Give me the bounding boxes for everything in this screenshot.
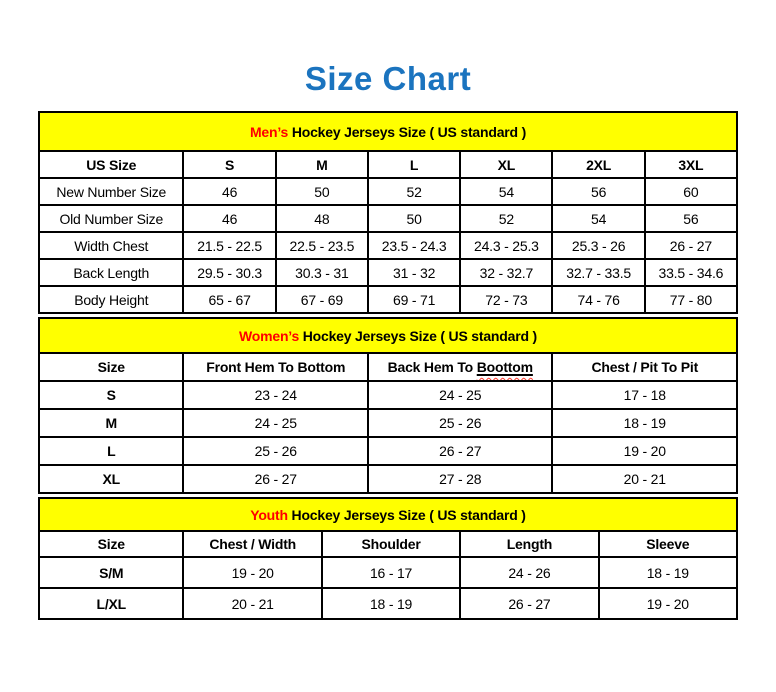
mens-value-cell: 32.7 - 33.5 — [552, 259, 644, 286]
mens-row-label: Back Length — [39, 259, 183, 286]
mens-value-cell: 56 — [645, 205, 737, 232]
womens-value-cell: 25 - 26 — [183, 437, 368, 465]
mens-value-cell: 77 - 80 — [645, 286, 737, 313]
womens-value-cell: 24 - 25 — [368, 381, 553, 409]
page-title: Size Chart — [304, 60, 472, 97]
youth-row-label: L/XL — [39, 588, 183, 619]
youth-value-cell: 19 - 20 — [183, 557, 321, 588]
mens-column-header: US Size — [39, 151, 183, 178]
mens-band-highlight: Men’s — [249, 123, 289, 140]
womens-value-cell: 20 - 21 — [552, 465, 737, 493]
mens-size-table — [38, 111, 738, 314]
womens-table-row — [39, 381, 737, 409]
mens-value-cell: 21.5 - 22.5 — [183, 232, 275, 259]
size-tables — [38, 111, 738, 620]
womens-value-cell: 26 - 27 — [183, 465, 368, 493]
youth-band-highlight: Youth — [250, 506, 288, 523]
mens-table-row — [39, 232, 737, 259]
mens-column-header: M — [276, 151, 368, 178]
womens-band-highlight: Women’s — [239, 327, 300, 344]
youth-column-header: Shoulder — [322, 531, 460, 557]
mens-column-header: XL — [460, 151, 552, 178]
womens-column-header: Chest / Pit To Pit — [552, 353, 737, 381]
womens-row-label: S — [39, 381, 183, 409]
youth-value-cell: 26 - 27 — [460, 588, 598, 619]
mens-value-cell: 46 — [183, 205, 275, 232]
womens-value-cell: 26 - 27 — [368, 437, 553, 465]
womens-table-row — [39, 465, 737, 493]
mens-value-cell: 25.3 - 26 — [552, 232, 644, 259]
mens-table-row — [39, 259, 737, 286]
mens-value-cell: 32 - 32.7 — [460, 259, 552, 286]
misspelled-word: Boottom — [476, 359, 533, 375]
mens-value-cell: 22.5 - 23.5 — [276, 232, 368, 259]
misspelled-word-underline — [477, 359, 533, 375]
mens-band-text: Hockey Jerseys Size ( US standard ) — [288, 123, 527, 140]
mens-value-cell: 24.3 - 25.3 — [460, 232, 552, 259]
mens-row-label: New Number Size — [39, 178, 183, 205]
youth-column-header: Length — [460, 531, 598, 557]
mens-value-cell: 69 - 71 — [368, 286, 460, 313]
mens-value-cell: 50 — [368, 205, 460, 232]
womens-table-row — [39, 409, 737, 437]
womens-value-cell: 17 - 18 — [552, 381, 737, 409]
womens-column-header-row — [39, 353, 737, 381]
youth-value-cell: 24 - 26 — [460, 557, 598, 588]
mens-section-header — [39, 112, 737, 151]
mens-value-cell: 65 - 67 — [183, 286, 275, 313]
youth-value-cell: 20 - 21 — [183, 588, 321, 619]
womens-value-cell: 27 - 28 — [368, 465, 553, 493]
womens-size-table — [38, 317, 738, 494]
womens-table-row — [39, 437, 737, 465]
mens-column-header: L — [368, 151, 460, 178]
mens-value-cell: 23.5 - 24.3 — [368, 232, 460, 259]
mens-value-cell: 26 - 27 — [645, 232, 737, 259]
mens-table-row — [39, 286, 737, 313]
mens-value-cell: 74 - 76 — [552, 286, 644, 313]
mens-value-cell: 31 - 32 — [368, 259, 460, 286]
womens-value-cell: 23 - 24 — [183, 381, 368, 409]
mens-value-cell: 56 — [552, 178, 644, 205]
mens-value-cell: 52 — [460, 205, 552, 232]
mens-value-cell: 50 — [276, 178, 368, 205]
youth-column-header: Chest / Width — [183, 531, 321, 557]
youth-table-row — [39, 588, 737, 619]
womens-column-header — [368, 353, 553, 381]
mens-value-cell: 54 — [460, 178, 552, 205]
mens-value-cell: 60 — [645, 178, 737, 205]
womens-value-cell: 24 - 25 — [183, 409, 368, 437]
mens-row-label: Old Number Size — [39, 205, 183, 232]
mens-row-label: Body Height — [39, 286, 183, 313]
mens-value-cell: 30.3 - 31 — [276, 259, 368, 286]
womens-row-label: M — [39, 409, 183, 437]
youth-value-cell: 18 - 19 — [599, 557, 737, 588]
mens-value-cell: 29.5 - 30.3 — [183, 259, 275, 286]
mens-column-header-row — [39, 151, 737, 178]
mens-value-cell: 46 — [183, 178, 275, 205]
mens-value-cell: 52 — [368, 178, 460, 205]
mens-band-row — [39, 112, 737, 151]
mens-value-cell: 33.5 - 34.6 — [645, 259, 737, 286]
mens-table-row — [39, 178, 737, 205]
youth-row-label: S/M — [39, 557, 183, 588]
youth-value-cell: 18 - 19 — [322, 588, 460, 619]
mens-table-row — [39, 205, 737, 232]
mens-column-header: 2XL — [552, 151, 644, 178]
womens-band-text: Hockey Jerseys Size ( US standard ) — [299, 327, 537, 344]
youth-size-table — [38, 497, 738, 620]
youth-table-row — [39, 557, 737, 588]
youth-column-header: Sleeve — [599, 531, 737, 557]
youth-value-cell: 19 - 20 — [599, 588, 737, 619]
womens-column-header: Size — [39, 353, 183, 381]
mens-value-cell: 48 — [276, 205, 368, 232]
womens-value-cell: 18 - 19 — [552, 409, 737, 437]
mens-value-cell: 72 - 73 — [460, 286, 552, 313]
youth-value-cell: 16 - 17 — [322, 557, 460, 588]
womens-band-row — [39, 318, 737, 353]
youth-column-header-row — [39, 531, 737, 557]
womens-value-cell: 25 - 26 — [368, 409, 553, 437]
youth-section-header — [39, 498, 737, 531]
womens-row-label: XL — [39, 465, 183, 493]
youth-band-row — [39, 498, 737, 531]
mens-value-cell: 54 — [552, 205, 644, 232]
mens-column-header: 3XL — [645, 151, 737, 178]
womens-section-header — [39, 318, 737, 353]
mens-value-cell: 67 - 69 — [276, 286, 368, 313]
youth-column-header: Size — [39, 531, 183, 557]
womens-row-label: L — [39, 437, 183, 465]
mens-row-label: Width Chest — [39, 232, 183, 259]
mens-column-header: S — [183, 151, 275, 178]
womens-column-header: Front Hem To Bottom — [183, 353, 368, 381]
womens-column-header-prefix: Back Hem To — [387, 359, 477, 375]
womens-value-cell: 19 - 20 — [552, 437, 737, 465]
youth-band-text: Hockey Jerseys Size ( US standard ) — [287, 506, 526, 523]
